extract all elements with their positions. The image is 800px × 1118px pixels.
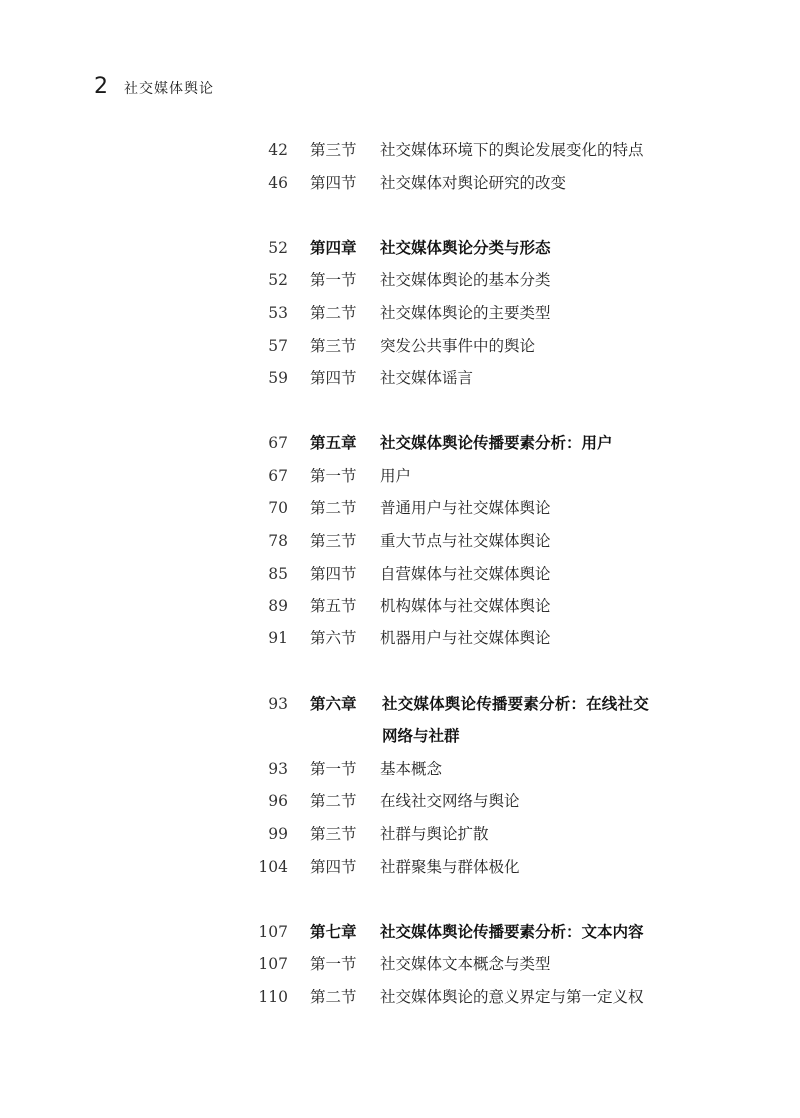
toc-page-number: 67 (268, 434, 288, 452)
toc-chapter-title: 网络与社群 (382, 726, 460, 745)
toc-page-number: 46 (268, 174, 288, 192)
toc-section-label: 第二节 (310, 304, 357, 322)
toc-page-number: 78 (268, 532, 288, 550)
toc-chapter-entry (0, 232, 800, 265)
toc-section-title: 社交媒体舆论的主要类型 (380, 304, 551, 322)
toc-entry (0, 460, 800, 493)
toc-chapter-label: 第六章 (310, 694, 357, 713)
toc-section-label: 第一节 (310, 955, 357, 973)
toc-section-title: 社交媒体对舆论研究的改变 (380, 174, 567, 192)
running-header (94, 74, 214, 104)
toc-page-number: 42 (268, 141, 288, 159)
toc-section-title: 在线社交网络与舆论 (380, 792, 520, 810)
toc-section-label: 第四节 (310, 858, 357, 876)
toc-chapter-title-continuation (0, 720, 800, 753)
toc-section-title: 社交媒体环境下的舆论发展变化的特点 (380, 141, 644, 159)
toc-section-title: 社群聚集与群体极化 (380, 858, 520, 876)
toc-page-number: 93 (268, 760, 288, 778)
toc-page-number: 59 (268, 369, 288, 387)
toc-section-title: 社交媒体舆论的意义界定与第一定义权 (380, 988, 644, 1006)
toc-section-label: 第一节 (310, 467, 357, 485)
toc-section-title: 社交媒体舆论的基本分类 (380, 271, 551, 289)
toc-section-title: 基本概念 (380, 760, 443, 778)
toc-chapter-entry (0, 427, 800, 460)
toc-section-label: 第五节 (310, 597, 357, 615)
toc-chapter-label: 第七章 (310, 922, 357, 941)
toc-page-number: 52 (268, 271, 288, 289)
toc-entry (0, 297, 800, 330)
toc-page-number: 57 (268, 337, 288, 355)
toc-section-title: 重大节点与社交媒体舆论 (380, 532, 551, 550)
toc-chapter-entry (0, 916, 800, 949)
toc-entry (0, 851, 800, 884)
toc-section-label: 第三节 (310, 825, 357, 843)
toc-section-title: 自营媒体与社交媒体舆论 (380, 565, 551, 583)
toc-entry (0, 753, 800, 786)
book-title: 社交媒体舆论 (124, 81, 214, 97)
toc-section-title: 突发公共事件中的舆论 (380, 337, 536, 355)
toc-entry (0, 785, 800, 818)
toc-section-label: 第一节 (310, 271, 357, 289)
toc-entry (0, 818, 800, 851)
toc-section-label: 第三节 (310, 337, 357, 355)
toc-chapter-label: 第五章 (310, 433, 357, 452)
toc-section-title: 机器用户与社交媒体舆论 (380, 629, 551, 647)
toc-entry (0, 622, 800, 655)
toc-section-label: 第三节 (310, 532, 357, 550)
page-number: 2 (94, 74, 108, 99)
toc-entry (0, 330, 800, 363)
toc-page-number: 53 (268, 304, 288, 322)
toc-chapter-label: 第四章 (310, 238, 357, 257)
toc-entry (0, 492, 800, 525)
toc-entry (0, 525, 800, 558)
toc-section-label: 第二节 (310, 792, 357, 810)
toc-entry (0, 362, 800, 395)
toc-section-label: 第三节 (310, 141, 357, 159)
toc-entry (0, 558, 800, 591)
toc-entry (0, 167, 800, 200)
toc-entry (0, 981, 800, 1014)
toc-chapter-title: 社交媒体舆论传播要素分析：文本内容 (380, 922, 644, 941)
toc-page-number: 52 (268, 239, 288, 257)
toc-page-number: 67 (268, 467, 288, 485)
toc-page-number: 93 (268, 695, 288, 713)
toc-page-number: 85 (268, 565, 288, 583)
toc-page-number: 107 (258, 955, 288, 973)
toc-section-label: 第四节 (310, 369, 357, 387)
toc-section-label: 第二节 (310, 499, 357, 517)
toc-page-number: 96 (268, 792, 288, 810)
toc-entry (0, 134, 800, 167)
toc-page-number: 110 (258, 988, 288, 1006)
toc-chapter-title: 社交媒体舆论传播要素分析：用户 (380, 433, 613, 452)
toc-chapter-entry (0, 688, 800, 721)
toc-section-title: 机构媒体与社交媒体舆论 (380, 597, 551, 615)
toc-section-label: 第一节 (310, 760, 357, 778)
toc-section-title: 社交媒体谣言 (380, 369, 474, 387)
toc-section-label: 第六节 (310, 629, 357, 647)
toc-section-title: 社交媒体文本概念与类型 (380, 955, 551, 973)
toc-section-title: 普通用户与社交媒体舆论 (380, 499, 551, 517)
toc-section-title: 用户 (380, 467, 412, 485)
toc-page-number: 99 (268, 825, 288, 843)
toc-page-number: 70 (268, 499, 288, 517)
toc-page-number: 91 (268, 629, 288, 647)
toc-section-label: 第四节 (310, 174, 357, 192)
toc-page-number: 104 (258, 858, 288, 876)
toc-page-number: 107 (258, 923, 288, 941)
toc-chapter-title: 社交媒体舆论分类与形态 (380, 238, 551, 257)
toc-entry (0, 590, 800, 623)
toc-chapter-title: 社交媒体舆论传播要素分析：在线社交 (382, 694, 649, 713)
toc-entry (0, 264, 800, 297)
toc-page-number: 89 (268, 597, 288, 615)
toc-section-title: 社群与舆论扩散 (380, 825, 489, 843)
toc-section-label: 第四节 (310, 565, 357, 583)
toc-section-label: 第二节 (310, 988, 357, 1006)
toc-entry (0, 948, 800, 981)
